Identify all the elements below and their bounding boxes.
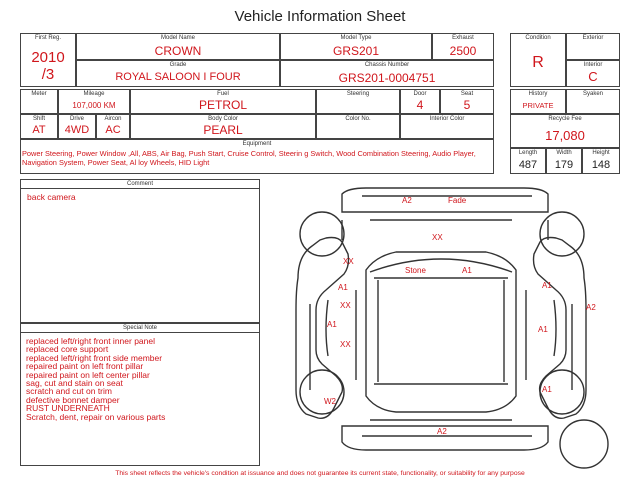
- mileage-cell: [58, 89, 130, 114]
- mark-xx-left-front: XX: [343, 257, 354, 266]
- seat-cell: [440, 89, 494, 114]
- model-name-label: Model Name: [160, 35, 195, 41]
- meter-cell: [20, 89, 58, 114]
- history-cell: [510, 89, 566, 114]
- length-label: Length: [518, 150, 538, 156]
- interior-color-cell: [400, 114, 494, 139]
- mark-a1-right-rear-door: A1: [538, 325, 548, 334]
- steering-cell: [316, 89, 400, 114]
- list-item: defective bonnet damper: [26, 394, 120, 405]
- mark-xx-bonnet: XX: [432, 233, 443, 242]
- exhaust-label: Exhaust: [452, 35, 474, 41]
- special-note-label: Special Note: [21, 325, 259, 333]
- model-type-value: GRS201: [332, 44, 380, 58]
- color-no-cell: [316, 114, 400, 139]
- comment-text: back camera: [27, 192, 76, 202]
- equipment-text: Power Steering, Power Window ,All, ABS, Air Bag, Push Start, Cruise Control, Steerin g Switch, Wood Combination Steering, Audio Player, Navigation System, Power Seat, Al loy Wheels, HID Light: [22, 149, 476, 167]
- list-item: replaced left/right front inner panel: [26, 336, 155, 346]
- drive-label: Drive: [69, 116, 84, 122]
- list-item: sag, cut and stain on seat: [26, 378, 123, 389]
- first-reg-month: /3: [41, 66, 55, 83]
- fuel-cell: [130, 89, 316, 114]
- page-title: Vehicle Information Sheet: [234, 8, 406, 25]
- mark-a1-windshield: A1: [462, 266, 472, 275]
- grade-label: Grade: [169, 62, 187, 68]
- recycle-fee-cell: [510, 114, 620, 148]
- special-note-list: [26, 337, 165, 421]
- interior-value: C: [588, 69, 598, 84]
- mark-a1-right-quarter: A1: [542, 385, 552, 394]
- syaken-label: Syaken: [582, 91, 603, 97]
- chassis-cell: [280, 60, 494, 87]
- aircon-value: AC: [105, 124, 121, 136]
- mark-w2-left-rear: W2: [324, 397, 336, 406]
- exhaust-value: 2500: [449, 44, 477, 58]
- mileage-value: 107,000 KM: [72, 101, 116, 110]
- mark-xx-left-pillar: XX: [340, 301, 351, 310]
- height-label: Height: [592, 150, 610, 156]
- exterior-cell: [566, 33, 620, 60]
- list-item: Scratch, dent, repair on various parts: [26, 411, 166, 422]
- height-value: 148: [591, 159, 611, 171]
- interior-label: Interior: [583, 62, 603, 68]
- mark-stone: Stone: [405, 266, 426, 275]
- exhaust-cell: [432, 33, 494, 60]
- body-color-value: PEARL: [203, 123, 243, 137]
- color-no-label: Color No.: [345, 116, 371, 122]
- shift-label: Shift: [32, 116, 45, 122]
- shift-cell: [20, 114, 58, 139]
- condition-value: R: [532, 54, 544, 71]
- recycle-fee-label: Recycle Fee: [548, 116, 582, 122]
- comment-label: Comment: [21, 181, 259, 189]
- length-cell: [510, 148, 546, 174]
- history-value: PRIVATE: [522, 101, 554, 110]
- mark-a2-right-door: A2: [586, 303, 596, 312]
- interior-color-label: Interior Color: [429, 116, 465, 122]
- width-cell: [546, 148, 582, 174]
- door-label: Door: [413, 91, 427, 97]
- first-reg-label: First Reg.: [34, 35, 61, 41]
- syaken-cell: [566, 89, 620, 114]
- condition-label: Condition: [525, 35, 551, 41]
- model-name-value: CROWN: [154, 44, 202, 58]
- model-name-cell: [76, 33, 280, 60]
- shift-value: AT: [32, 124, 46, 136]
- first-reg-cell: [20, 33, 76, 87]
- condition-cell: [510, 33, 566, 87]
- list-item: replaced left/right front side member: [26, 352, 163, 363]
- drive-cell: [58, 114, 96, 139]
- grade-cell: [76, 60, 280, 87]
- chassis-label: Chassis Number: [364, 62, 410, 68]
- list-item: repaired paint on left front pillar: [26, 361, 144, 372]
- mark-a2-front: A2: [402, 196, 412, 205]
- recycle-fee-value: 17,080: [545, 128, 585, 143]
- list-item: RUST UNDERNEATH: [26, 403, 110, 414]
- grade-value: ROYAL SALOON I FOUR: [115, 71, 241, 83]
- disclaimer-footer: This sheet reflects the vehicle's condition at issuance and does not guarantee its current state, functionality, or suitability for any purpose: [115, 470, 525, 477]
- length-value: 487: [518, 159, 538, 171]
- body-color-cell: [130, 114, 316, 139]
- equipment-label: Equipment: [242, 141, 272, 147]
- mileage-label: Mileage: [83, 91, 105, 97]
- seat-label: Seat: [460, 91, 474, 97]
- mark-a1-left-door: A1: [327, 320, 337, 329]
- door-value: 4: [416, 98, 424, 112]
- body-color-label: Body Color: [208, 116, 238, 122]
- aircon-cell: [96, 114, 130, 139]
- height-cell: [582, 148, 620, 174]
- aircon-label: Aircon: [104, 116, 122, 122]
- mark-fade: Fade: [448, 196, 467, 205]
- first-reg-year: 2010: [31, 49, 65, 66]
- mark-a1-right-fender: A1: [542, 281, 552, 290]
- comment-box: [20, 179, 260, 323]
- model-type-cell: [280, 33, 432, 60]
- exterior-label: Exterior: [582, 35, 604, 41]
- interior-cell: [566, 60, 620, 87]
- fuel-value: PETROL: [198, 98, 247, 112]
- chassis-value: GRS201-0004751: [338, 71, 436, 85]
- history-label: History: [528, 91, 548, 97]
- mark-a1-left-fender: A1: [338, 283, 348, 292]
- door-cell: [400, 89, 440, 114]
- width-label: Width: [556, 150, 572, 156]
- model-type-label: Model Type: [340, 35, 372, 41]
- list-item: replaced core support: [26, 344, 109, 355]
- drive-value: 4WD: [64, 124, 90, 136]
- width-value: 179: [554, 159, 574, 171]
- meter-label: Meter: [31, 91, 47, 97]
- mark-xx-left-center: XX: [340, 340, 351, 349]
- fuel-label: Fuel: [217, 91, 229, 97]
- list-item: scratch and cut on trim: [26, 386, 112, 397]
- seat-value: 5: [463, 98, 471, 112]
- steering-label: Steering: [346, 91, 370, 97]
- list-item: repaired paint on left center pillar: [26, 369, 150, 380]
- mark-a2-rear: A2: [437, 427, 447, 436]
